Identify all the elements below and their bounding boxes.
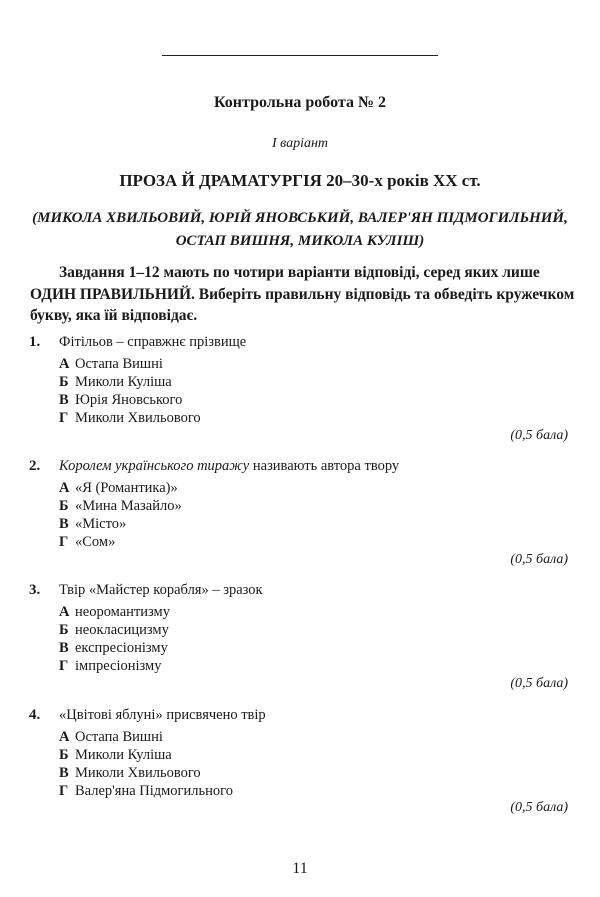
option-text: Юрія Яновського	[75, 392, 183, 408]
option-text: Миколи Хвильового	[75, 765, 201, 781]
question-number: 2.	[29, 458, 41, 474]
question-text-italic: Королем українського тиражу	[59, 458, 250, 474]
options-list	[59, 603, 170, 675]
option-letter: Б	[59, 747, 69, 763]
option-h[interactable]	[59, 657, 170, 675]
authors-line-2: ОСТАП ВИШНЯ, МИКОЛА КУЛІШ)	[175, 233, 425, 249]
option-letter: Б	[59, 498, 69, 514]
option-letter: В	[59, 516, 69, 532]
option-a[interactable]	[59, 603, 170, 621]
option-v[interactable]	[59, 391, 201, 409]
option-b[interactable]	[59, 497, 182, 515]
option-letter: А	[59, 604, 70, 620]
question-text	[59, 458, 399, 475]
option-letter: Б	[59, 622, 69, 638]
question-text: Фітільов – справжнє прізвище	[59, 334, 247, 350]
score-label: (0,5 бала)	[510, 428, 568, 443]
options-list	[59, 479, 182, 551]
option-text: неоромантизму	[75, 604, 170, 620]
section-heading: ПРОЗА Й ДРАМАТУРГІЯ 20–30-х років XX ст.	[119, 171, 481, 190]
question-number: 3.	[29, 582, 41, 598]
question-text-rest: називають автора твору	[249, 458, 400, 474]
option-b[interactable]	[59, 621, 170, 639]
option-letter: Г	[59, 534, 69, 550]
authors-list	[0, 207, 600, 253]
option-a[interactable]	[59, 355, 201, 373]
option-text: Валер'яна Підмогильного	[75, 783, 233, 799]
option-h[interactable]	[59, 782, 233, 800]
question-number: 1.	[29, 334, 41, 350]
option-letter: Г	[59, 410, 69, 426]
option-text: експресіонізму	[75, 640, 168, 656]
option-a[interactable]	[59, 479, 182, 497]
question-text: «Цвітові яблуні» присвячено твір	[59, 707, 266, 723]
top-rule	[162, 55, 438, 56]
page-title: Контрольна робота № 2	[213, 94, 387, 111]
option-text: «Місто»	[75, 516, 127, 532]
option-text: Остапа Вишні	[75, 356, 163, 372]
option-letter: А	[59, 480, 70, 496]
option-v[interactable]	[59, 639, 170, 657]
option-text: Остапа Вишні	[75, 729, 163, 745]
option-text: «Сом»	[75, 534, 116, 550]
instructions: Завдання 1–12 мають по чотири варіанти відповіді, серед яких лише ОДИН ПРАВИЛЬНИЙ. Виберіть правильну відповідь та обведіть кружечком букву, яка їй відповідає.	[30, 264, 575, 324]
page-number: 11	[292, 860, 308, 877]
option-letter: А	[59, 729, 70, 745]
option-letter: В	[59, 392, 69, 408]
option-text: Миколи Куліша	[75, 374, 172, 390]
score-label: (0,5 бала)	[510, 552, 568, 567]
options-list	[59, 728, 233, 800]
option-letter: В	[59, 640, 69, 656]
option-letter: Б	[59, 374, 69, 390]
option-letter: А	[59, 356, 70, 372]
option-text: імпресіонізму	[75, 658, 162, 674]
option-text: «Мина Мазайло»	[75, 498, 182, 514]
option-text: Миколи Хвильового	[75, 410, 201, 426]
option-text: Миколи Куліша	[75, 747, 172, 763]
option-b[interactable]	[59, 373, 201, 391]
option-a[interactable]	[59, 728, 233, 746]
options-list	[59, 355, 201, 427]
option-h[interactable]	[59, 409, 201, 427]
authors-line-1: (МИКОЛА ХВИЛЬОВИЙ, ЮРІЙ ЯНОВСЬКИЙ, ВАЛЕР'ЯН ПІДМОГИЛЬНИЙ,	[32, 210, 568, 226]
question-text: Твір «Майстер корабля» – зразок	[59, 582, 263, 598]
option-h[interactable]	[59, 533, 182, 551]
option-letter: Г	[59, 658, 69, 674]
score-label: (0,5 бала)	[510, 800, 568, 815]
option-v[interactable]	[59, 515, 182, 533]
option-b[interactable]	[59, 746, 233, 764]
option-text: неокласицизму	[75, 622, 169, 638]
option-letter: Г	[59, 783, 69, 799]
score-label: (0,5 бала)	[510, 676, 568, 691]
option-letter: В	[59, 765, 69, 781]
option-text: «Я (Романтика)»	[75, 480, 178, 496]
variant-label: І варіант	[271, 136, 329, 151]
option-v[interactable]	[59, 764, 233, 782]
question-number: 4.	[29, 707, 41, 723]
